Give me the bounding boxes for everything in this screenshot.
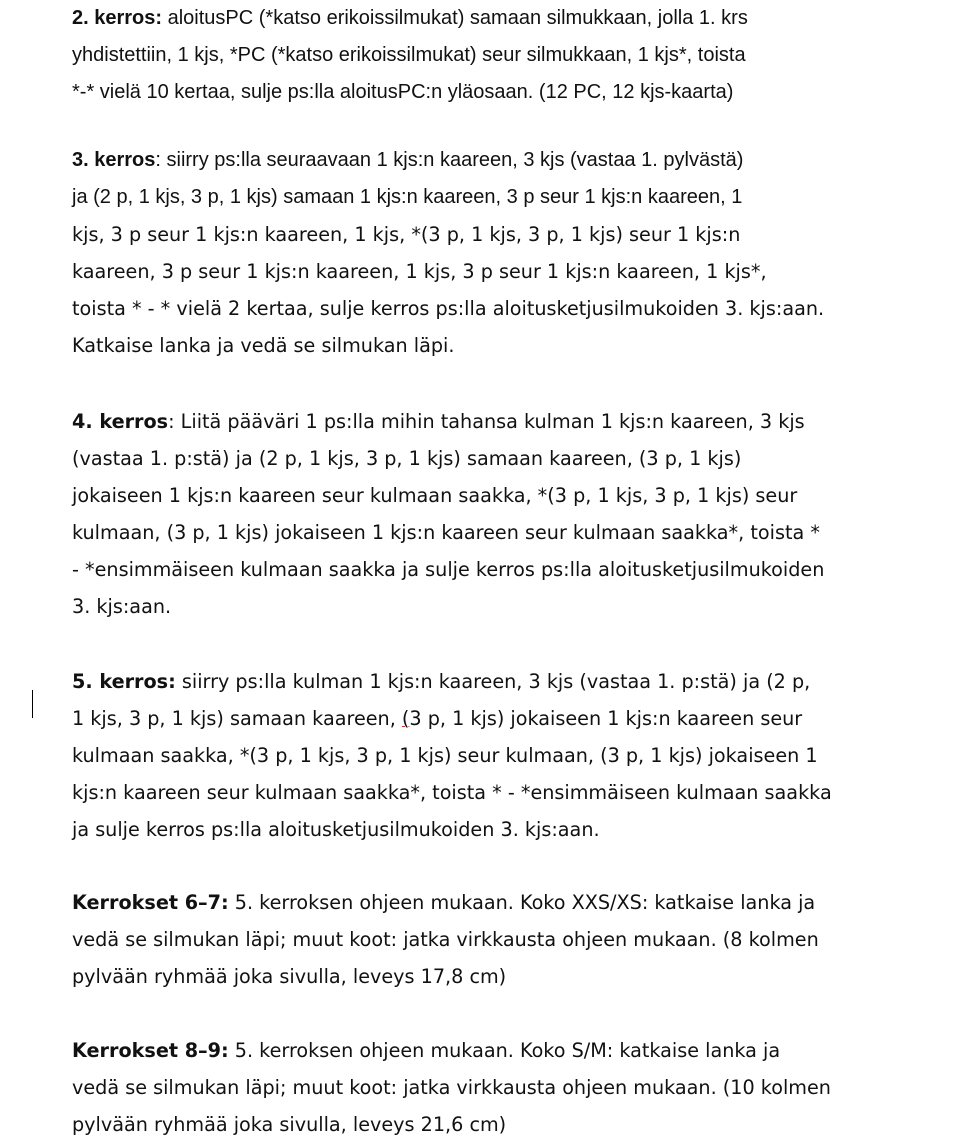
line-text: 5. kerroksen ohjeen mukaan. Koko XXS/XS: katkaise lanka ja (228, 891, 816, 914)
marked-character: ( (401, 707, 410, 730)
text-line (72, 477, 952, 514)
text-line (72, 811, 952, 848)
text-line (72, 588, 952, 625)
line-text: (vastaa 1. p:stä) ja (2 p, 1 kjs, 3 p, 1 kjs) samaan kaareen, (3 p, 1 kjs) (72, 447, 742, 470)
text-line (72, 253, 952, 290)
text-line (72, 1032, 952, 1069)
line-text: kaareen, 3 p seur 1 kjs:n kaareen, 1 kjs, 3 p seur 1 kjs:n kaareen, 1 kjs*, (72, 260, 767, 283)
row-label: 4. kerros (72, 410, 169, 433)
line-text: : siirry ps:lla seuraavaan 1 kjs:n kaareen, 3 kjs (vastaa 1. pylvästä) (155, 149, 744, 171)
text-line (72, 1106, 952, 1143)
text-line (72, 179, 952, 216)
line-text: pylvään ryhmää joka sivulla, leveys 17,8 cm) (72, 965, 507, 988)
line-text: vedä se silmukan läpi; muut koot: jatka virkkausta ohjeen mukaan. (8 kolmen (72, 928, 819, 951)
line-text: kjs:n kaareen seur kulmaan saakka*, toista * - *ensimmäiseen kulmaan saakka (72, 781, 832, 804)
text-line (72, 700, 952, 737)
row-label: 3. kerros (72, 149, 156, 171)
row-label: 5. kerros: (72, 670, 176, 693)
line-text: Katkaise lanka ja vedä se silmukan läpi. (72, 334, 455, 357)
text-line (72, 37, 952, 74)
text-line (72, 440, 952, 477)
text-line (72, 74, 952, 111)
line-text: 3. kjs:aan. (72, 595, 172, 618)
text-line (72, 403, 952, 440)
line-text: ja sulje kerros ps:lla aloitusketjusilmukoiden 3. kjs:aan. (72, 818, 600, 841)
paragraph-row-5 (72, 663, 952, 848)
line-text: aloitusPC (*katso erikoissilmukat) samaan silmukkaan, jolla 1. krs (162, 7, 748, 29)
text-line (72, 921, 952, 958)
line-text: siirry ps:lla kulman 1 kjs:n kaareen, 3 kjs (vastaa 1. p:stä) ja (2 p, (175, 670, 811, 693)
line-text: ja (2 p, 1 kjs, 3 p, 1 kjs) samaan 1 kjs:n kaareen, 3 p seur 1 kjs:n kaareen, 1 (72, 186, 743, 208)
paragraph-rows-8-9 (72, 1032, 952, 1143)
line-text: - *ensimmäiseen kulmaan saakka ja sulje kerros ps:lla aloitusketjusilmukoiden (72, 558, 825, 581)
row-label: Kerrokset 8–9: (72, 1039, 229, 1062)
paragraph-row-4 (72, 403, 952, 625)
line-text: jokaiseen 1 kjs:n kaareen seur kulmaan saakka, *(3 p, 1 kjs, 3 p, 1 kjs) seur (72, 484, 798, 507)
row-label: Kerrokset 6–7: (72, 891, 229, 914)
line-text: 1 kjs, 3 p, 1 kjs) samaan kaareen, (72, 707, 402, 730)
text-line (72, 327, 952, 364)
line-text: vedä se silmukan läpi; muut koot: jatka virkkausta ohjeen mukaan. (10 kolmen (72, 1076, 831, 1099)
text-line (72, 774, 952, 811)
text-line (72, 737, 952, 774)
line-text: kjs, 3 p seur 1 kjs:n kaareen, 1 kjs, *(3 p, 1 kjs, 3 p, 1 kjs) seur 1 kjs:n (72, 223, 741, 246)
paragraph-rows-6-7 (72, 884, 952, 995)
line-text: kulmaan, (3 p, 1 kjs) jokaiseen 1 kjs:n kaareen seur kulmaan saakka*, toista * (72, 521, 820, 544)
line-text: 3 p, 1 kjs) jokaiseen 1 kjs:n kaareen seur (409, 707, 803, 730)
text-line (72, 0, 952, 37)
line-text: pylvään ryhmää joka sivulla, leveys 21,6 cm) (72, 1113, 507, 1136)
text-cursor (32, 690, 33, 718)
line-text: toista * - * vielä 2 kertaa, sulje kerros ps:lla aloitusketjusilmukoiden 3. kjs:aan. (72, 297, 825, 320)
line-text: yhdistettiin, 1 kjs, *PC (*katso erikoissilmukat) seur silmukkaan, 1 kjs*, toista (72, 44, 746, 66)
line-text: 5. kerroksen ohjeen mukaan. Koko S/M: katkaise lanka ja (228, 1039, 781, 1062)
text-line (72, 551, 952, 588)
text-line (72, 142, 952, 179)
text-line (72, 216, 952, 253)
text-line (72, 290, 952, 327)
paragraph-row-2 (72, 0, 952, 111)
text-line (72, 663, 952, 700)
text-line (72, 514, 952, 551)
paragraph-row-3 (72, 142, 952, 364)
text-line (72, 1069, 952, 1106)
line-text: : Liitä pääväri 1 ps:lla mihin tahansa kulman 1 kjs:n kaareen, 3 kjs (168, 410, 805, 433)
line-text: *-* vielä 10 kertaa, sulje ps:lla aloitusPC:n yläosaan. (12 PC, 12 kjs-kaarta) (72, 81, 734, 103)
row-label: 2. kerros: (72, 7, 163, 29)
text-line (72, 958, 952, 995)
line-text: kulmaan saakka, *(3 p, 1 kjs, 3 p, 1 kjs) seur kulmaan, (3 p, 1 kjs) jokaiseen 1 (72, 744, 818, 767)
text-line (72, 884, 952, 921)
